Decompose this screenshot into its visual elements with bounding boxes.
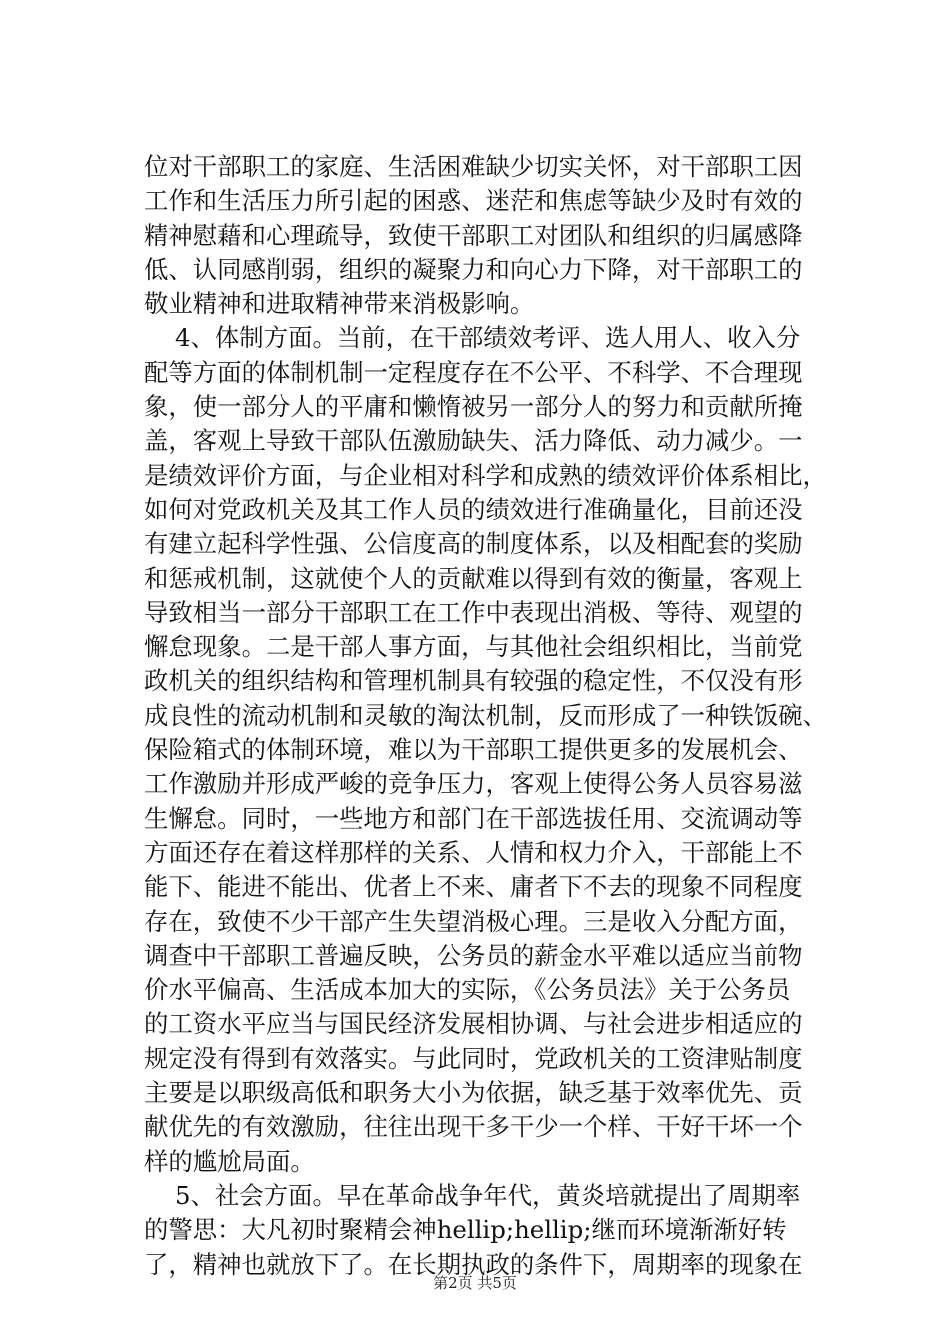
body-text-line: 象，使一部分人的平庸和懒惰被另一部分人的努力和贡献所掩: [144, 392, 803, 422]
body-text-line: 配等方面的体制机制一定程度存在不公平、不科学、不合理现: [144, 357, 803, 387]
body-text-line: 是绩效评价方面，与企业相对科学和成熟的绩效评价体系相比，: [144, 460, 827, 490]
body-text-line: 5、社会方面。早在革命战争年代，黄炎培就提出了周期率: [144, 1180, 801, 1210]
body-text-line: 成良性的流动机制和灵敏的淘汰机制，反而形成了一种铁饭碗、: [144, 700, 827, 730]
body-text-line: 存在，致使不少干部产生失望消极心理。三是收入分配方面，: [144, 906, 803, 936]
body-text-line: 和惩戒机制，这就使个人的贡献难以得到有效的衡量，客观上: [144, 563, 803, 593]
body-text-line: 保险箱式的体制环境，难以为干部职工提供更多的发展机会、: [144, 735, 803, 765]
page-footer: 第2页 共5页: [433, 1274, 517, 1292]
body-text-line: 精神慰藉和心理疏导，致使干部职工对团队和组织的归属感降: [144, 220, 803, 250]
body-text-line: 懈怠现象。二是干部人事方面，与其他社会组织相比，当前党: [144, 632, 803, 662]
body-text-line: 政机关的组织结构和管理机制具有较强的稳定性，不仅没有形: [144, 666, 803, 696]
body-text-line: 4、体制方面。当前，在干部绩效考评、选人用人、收入分: [144, 323, 801, 353]
document-body: [144, 150, 834, 1282]
body-text-line: 有建立起科学性强、公信度高的制度体系，以及相配套的奖励: [144, 529, 803, 559]
body-text-line: 工作激励并形成严峻的竞争压力，客观上使得公务人员容易滋: [144, 769, 803, 799]
body-text-line: 能下、能进不能出、优者上不来、庸者下不去的现象不同程度: [144, 872, 803, 902]
body-text-line: 调查中干部职工普遍反映，公务员的薪金水平难以适应当前物: [144, 940, 803, 970]
body-text-line: 规定没有得到有效落实。与此同时，党政机关的工资津贴制度: [144, 1043, 803, 1073]
body-text-line: 了，精神也就放下了。在长期执政的条件下，周期率的现象在: [144, 1249, 803, 1279]
body-text-line: 敬业精神和进取精神带来消极影响。: [144, 289, 535, 319]
body-text-line: 位对干部职工的家庭、生活困难缺少切实关怀，对干部职工因: [144, 152, 803, 181]
body-text-line: 生懈怠。同时，一些地方和部门在干部选拔任用、交流调动等: [144, 803, 803, 833]
body-text-line: 样的尴尬局面。: [144, 1146, 315, 1176]
body-text-line: 方面还存在着这样那样的关系、人情和权力介入，干部能上不: [144, 837, 803, 867]
body-text-line: 盖，客观上导致干部队伍激励缺失、活力降低、动力减少。一: [144, 426, 803, 456]
body-text-line: 价水平偏高、生活成本加大的实际，《公务员法》关于公务员: [144, 975, 791, 1005]
body-text-line: 的工资水平应当与国民经济发展相协调、与社会进步相适应的: [144, 1009, 803, 1039]
body-text-line: 工作和生活压力所引起的困惑、迷茫和焦虑等缺少及时有效的: [144, 186, 803, 216]
body-text-line: 献优先的有效激励，往往出现干多干少一个样、干好干坏一个: [144, 1112, 803, 1142]
body-text-line: 主要是以职级高低和职务大小为依据，缺乏基于效率优先、贡: [144, 1078, 803, 1108]
body-text-line: 如何对党政机关及其工作人员的绩效进行准确量化，目前还没: [144, 494, 803, 524]
body-text-line: 导致相当一部分干部职工在工作中表现出消极、等待、观望的: [144, 597, 803, 627]
body-text-line: 低、认同感削弱，组织的凝聚力和向心力下降，对干部职工的: [144, 254, 803, 284]
body-text-line: 的警思：大凡初时聚精会神hellip;hellip;继而环境渐渐好转: [144, 1215, 787, 1245]
